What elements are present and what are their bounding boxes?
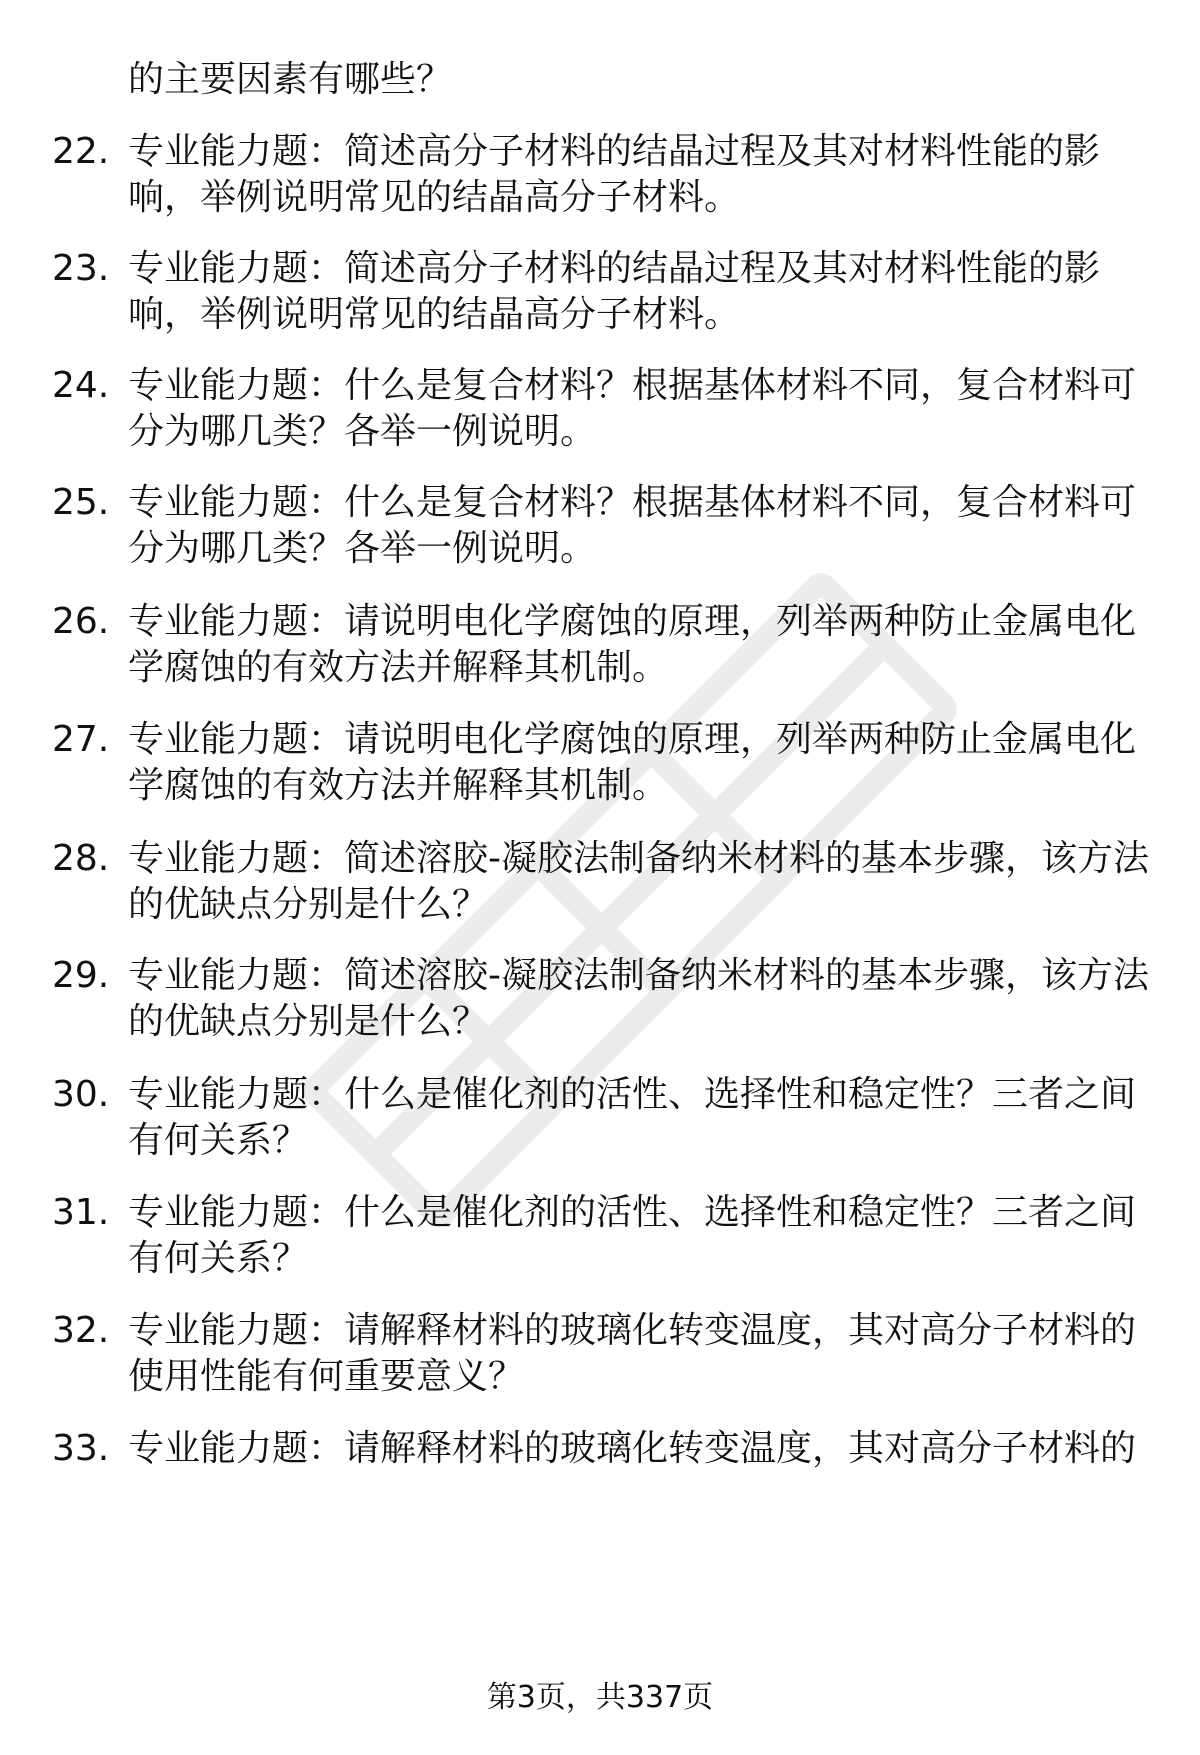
item-number: 23. xyxy=(52,248,110,289)
item-number: 24. xyxy=(52,365,110,406)
item-line: 专业能力题：简述溶胶-凝胶法制备纳米材料的基本步骤，该方法 xyxy=(128,838,1149,879)
item-line: 专业能力题：请说明电化学腐蚀的原理，列举两种防止金属电化 xyxy=(128,601,1137,642)
item-number: 29. xyxy=(52,955,110,996)
item-line: 专业能力题：简述高分子材料的结晶过程及其对材料性能的影 xyxy=(128,248,1101,289)
item-line: 专业能力题：什么是催化剂的活性、选择性和稳定性？三者之间 xyxy=(128,1192,1137,1233)
item-line: 有何关系？ xyxy=(128,1120,309,1161)
item-line: 的优缺点分别是什么？ xyxy=(128,1001,489,1042)
item-line: 的优缺点分别是什么？ xyxy=(128,884,489,925)
item-number: 33. xyxy=(52,1428,110,1469)
item-line: 响，举例说明常见的结晶高分子材料。 xyxy=(128,294,741,335)
item-line: 有何关系？ xyxy=(128,1238,309,1279)
item-line: 专业能力题：请解释材料的玻璃化转变温度，其对高分子材料的 xyxy=(128,1428,1137,1469)
item-line: 使用性能有何重要意义？ xyxy=(128,1356,525,1397)
item-line: 学腐蚀的有效方法并解释其机制。 xyxy=(128,647,669,688)
item-number: 31. xyxy=(52,1192,110,1233)
item-line: 专业能力题：请解释材料的玻璃化转变温度，其对高分子材料的 xyxy=(128,1310,1137,1351)
item-line: 专业能力题：请说明电化学腐蚀的原理，列举两种防止金属电化 xyxy=(128,719,1137,760)
item-number: 26. xyxy=(52,601,110,642)
item-line: 分为哪几类？各举一例说明。 xyxy=(128,411,597,452)
item-line: 专业能力题：简述溶胶-凝胶法制备纳米材料的基本步骤，该方法 xyxy=(128,955,1149,996)
item-number: 32. xyxy=(52,1310,110,1351)
continuation-line: 的主要因素有哪些？ xyxy=(128,59,453,100)
item-line: 专业能力题：什么是复合材料？根据基体材料不同，复合材料可 xyxy=(128,482,1137,523)
item-line: 响，举例说明常见的结晶高分子材料。 xyxy=(128,177,741,218)
item-number: 28. xyxy=(52,838,110,879)
page-indicator: 第3页，共337页 xyxy=(486,1680,714,1715)
item-number: 30. xyxy=(52,1074,110,1115)
item-line: 学腐蚀的有效方法并解释其机制。 xyxy=(128,765,669,806)
item-number: 25. xyxy=(52,482,110,523)
item-line: 专业能力题：简述高分子材料的结晶过程及其对材料性能的影 xyxy=(128,131,1101,172)
item-line: 专业能力题：什么是催化剂的活性、选择性和稳定性？三者之间 xyxy=(128,1074,1137,1115)
item-number: 27. xyxy=(52,719,110,760)
item-number: 22. xyxy=(52,131,110,172)
item-line: 分为哪几类？各举一例说明。 xyxy=(128,528,597,569)
item-line: 专业能力题：什么是复合材料？根据基体材料不同，复合材料可 xyxy=(128,365,1137,406)
